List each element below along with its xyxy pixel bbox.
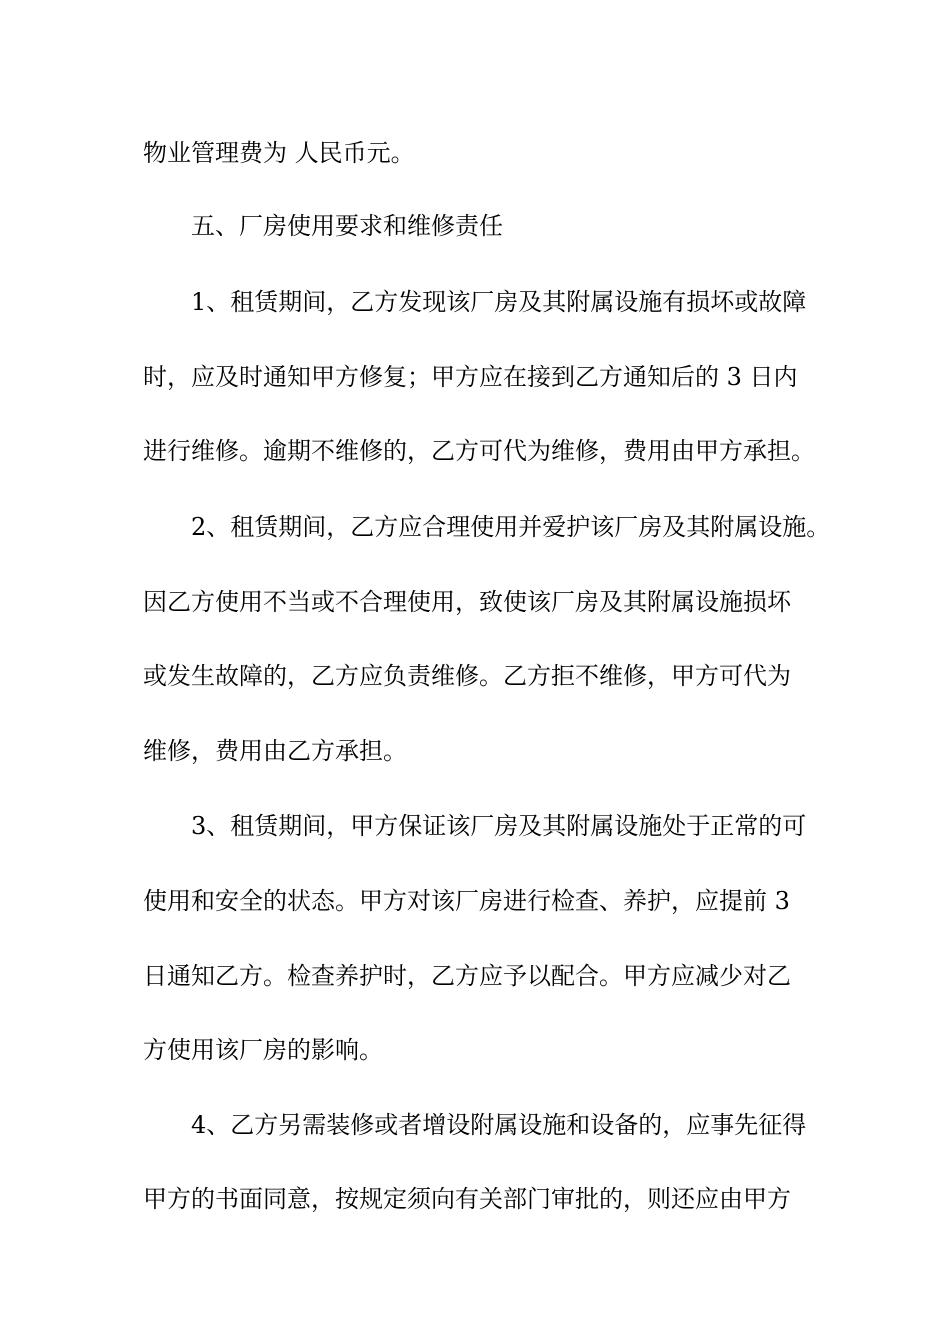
- text-line: 3、租赁期间，甲方保证该厂房及其附属设施处于正常的可: [191, 812, 807, 840]
- text-line: 2、租赁期间，乙方应合理使用并爱护该厂房及其附属设施。: [191, 513, 831, 541]
- text-line: 时，应及时通知甲方修复；甲方应在接到乙方通知后的 3 日内: [143, 363, 798, 391]
- text-line: 使用和安全的状态。甲方对该厂房进行检查、养护，应提前 3: [143, 887, 790, 915]
- text-line: 因乙方使用不当或不合理使用，致使该厂房及其附属设施损坏: [143, 588, 791, 616]
- text-line: 1、租赁期间，乙方发现该厂房及其附属设施有损坏或故障: [191, 288, 807, 316]
- text-line: 维修，费用由乙方承担。: [143, 737, 407, 765]
- text-line: 4、乙方另需装修或者增设附属设施和设备的，应事先征得: [191, 1111, 807, 1139]
- text-line: 或发生故障的，乙方应负责维修。乙方拒不维修，甲方可代为: [143, 662, 791, 690]
- text-line: 日通知乙方。检查养护时，乙方应予以配合。甲方应减少对乙: [143, 962, 791, 990]
- text-line: 物业管理费为 人民币元。: [143, 139, 415, 167]
- text-line: 进行维修。逾期不维修的，乙方可代为维修，费用由甲方承担。: [143, 437, 815, 465]
- text-line: 甲方的书面同意，按规定须向有关部门审批的，则还应由甲方: [143, 1185, 791, 1213]
- section-heading: 五、厂房使用要求和维修责任: [191, 212, 503, 240]
- text-line: 方使用该厂房的影响。: [143, 1036, 383, 1064]
